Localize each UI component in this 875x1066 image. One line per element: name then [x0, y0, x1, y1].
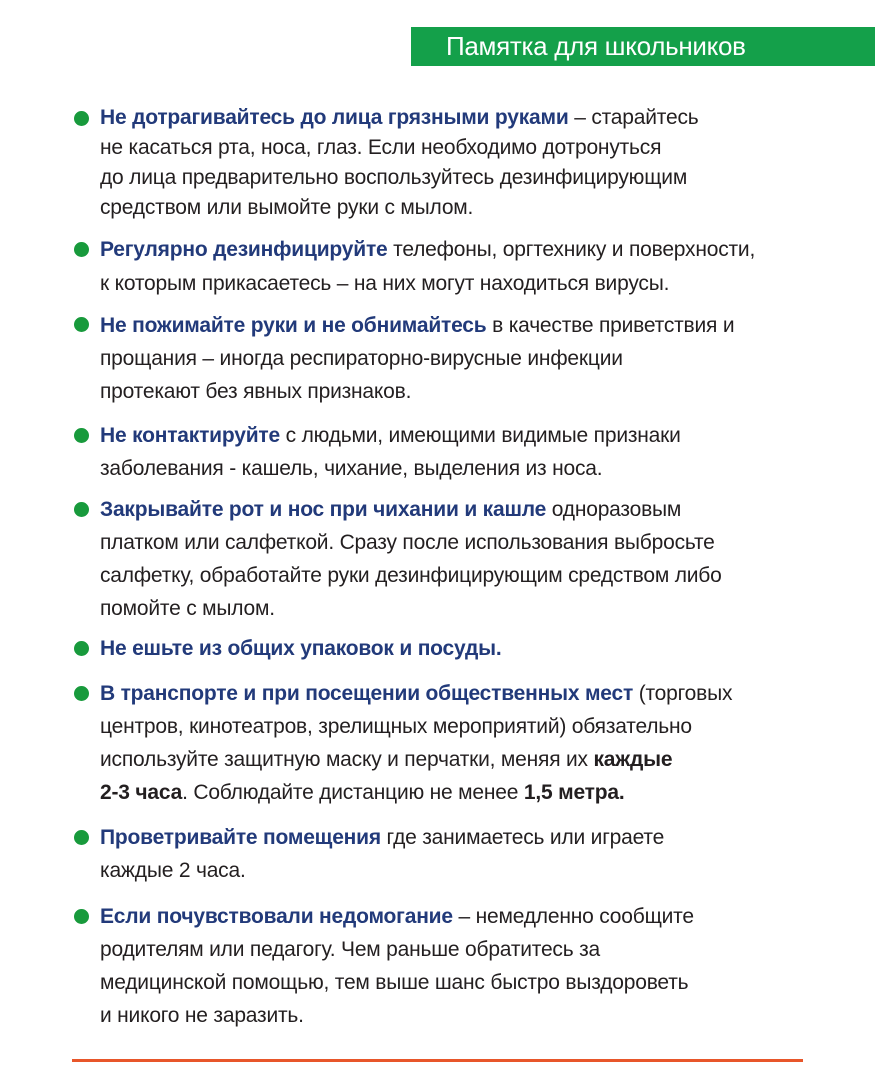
item-text — [100, 493, 820, 625]
body-text: (торговых — [633, 682, 733, 705]
highlight-text: Не ешьте из общих упаковок и посуды. — [100, 637, 502, 660]
bold-text: 1,5 метра. — [523, 781, 625, 804]
page-title: Памятка для школьников — [446, 31, 746, 61]
text-line: помойте с мылом. — [100, 597, 275, 620]
text-line — [100, 493, 820, 526]
header-title-bar — [411, 27, 875, 66]
highlight-text: Проветривайте помещения — [100, 826, 381, 849]
body-text: где занимаетесь или играете — [380, 826, 665, 849]
bullet-dot-icon — [74, 686, 89, 701]
item-text — [100, 632, 820, 665]
text-line — [100, 419, 820, 452]
text-line — [100, 632, 820, 665]
item-text — [100, 419, 820, 485]
item-text — [100, 233, 820, 301]
bullet-dot-icon — [74, 111, 89, 126]
text-line — [100, 900, 820, 933]
text-line: не касаться рта, носа, глаз. Если необходимо дотронуться — [100, 136, 662, 159]
item-text — [100, 103, 820, 223]
highlight-text: Не контактируйте — [100, 424, 280, 447]
body-text: с людьми, имеющими видимые признаки — [280, 424, 681, 447]
item-text — [100, 821, 820, 887]
bullet-dot-icon — [74, 428, 89, 443]
text-line — [100, 309, 820, 342]
bold-text: каждые — [593, 748, 673, 771]
bullet-dot-icon — [74, 317, 89, 332]
bold-text: 2-3 часа — [100, 781, 183, 804]
text-line: до лица предварительно воспользуйтесь дезинфицирующим — [100, 166, 688, 189]
text-line — [100, 821, 820, 854]
text-line: к которым прикасаетесь – на них могут находиться вирусы. — [100, 272, 670, 295]
highlight-text: Регулярно дезинфицируйте — [100, 238, 388, 261]
text-line: и никого не заразить. — [100, 1004, 304, 1027]
text-line: протекают без явных признаков. — [100, 380, 412, 403]
item-text — [100, 677, 820, 809]
item-text — [100, 309, 820, 408]
text-line: платком или салфеткой. Сразу после использования выбросьте — [100, 531, 715, 554]
text-line: центров, кинотеатров, зрелищных мероприятий) обязательно — [100, 715, 692, 738]
body-text: – немедленно сообщите — [452, 905, 694, 928]
highlight-text: Если почувствовали недомогание — [100, 905, 453, 928]
highlight-text: Не дотрагивайтесь до лица грязными руками — [100, 106, 569, 129]
highlight-text: В транспорте и при посещении общественных мест — [100, 682, 634, 705]
text-line: прощания – иногда респираторно-вирусные инфекции — [100, 347, 623, 370]
body-text: . Соблюдайте дистанцию не менее — [182, 781, 524, 804]
text-line: медицинской помощью, тем выше шанс быстро выздороветь — [100, 971, 689, 994]
text-line — [100, 776, 820, 809]
body-text: телефоны, оргтехнику и поверхности, — [387, 238, 756, 261]
bullet-dot-icon — [74, 830, 89, 845]
item-text — [100, 900, 820, 1032]
text-line — [100, 677, 820, 710]
body-text: одноразовым — [546, 498, 682, 521]
bullet-dot-icon — [74, 641, 89, 656]
text-line: родителям или педагогу. Чем раньше обратитесь за — [100, 938, 601, 961]
bullet-dot-icon — [74, 909, 89, 924]
text-line — [100, 233, 820, 267]
bullet-dot-icon — [74, 502, 89, 517]
body-text: используйте защитную маску и перчатки, меняя их — [100, 748, 594, 771]
body-text: в качестве приветствия и — [486, 314, 735, 337]
text-line — [100, 103, 820, 133]
text-line: средством или вымойте руки с мылом. — [100, 196, 474, 219]
bottom-divider — [72, 1059, 803, 1062]
highlight-text: Закрывайте рот и нос при чихании и кашле — [100, 498, 547, 521]
text-line: каждые 2 часа. — [100, 859, 246, 882]
text-line: заболевания - кашель, чихание, выделения из носа. — [100, 457, 603, 480]
text-line: салфетку, обработайте руки дезинфицирующим средством либо — [100, 564, 722, 587]
body-text: – старайтесь — [568, 106, 699, 129]
text-line — [100, 743, 820, 776]
bullet-dot-icon — [74, 242, 89, 257]
highlight-text: Не пожимайте руки и не обнимайтесь — [100, 314, 487, 337]
